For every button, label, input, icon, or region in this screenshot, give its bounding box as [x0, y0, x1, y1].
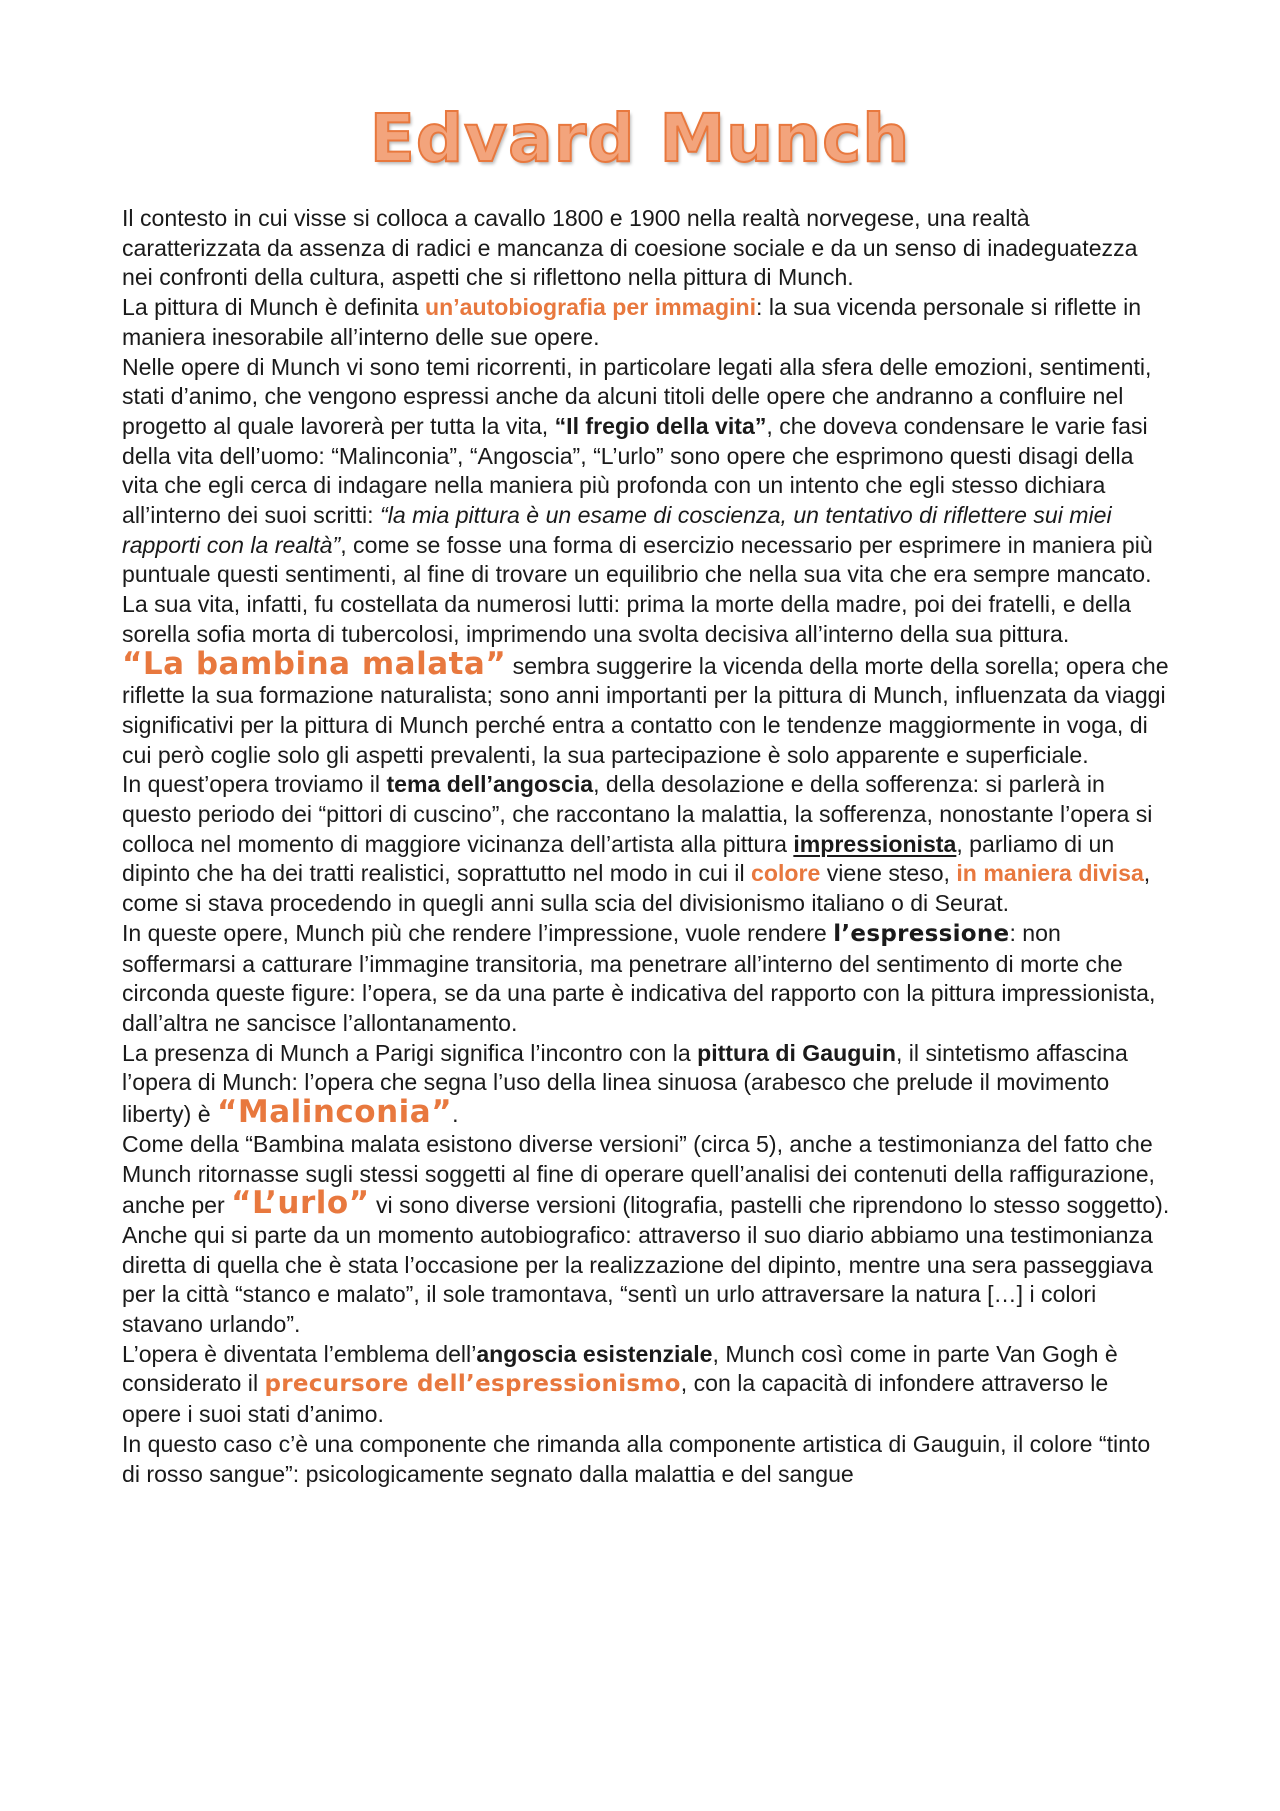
text-run: La pittura di Munch è definita — [122, 294, 425, 321]
page-title: Edvard Munch — [369, 100, 911, 177]
paragraph-gauguin — [122, 1039, 1172, 1130]
text-run: In queste opere, Munch più che rendere l’impressione, vuole rendere — [122, 919, 834, 946]
bold-tema-angoscia: tema dell’angoscia — [386, 771, 594, 798]
text-run: Nelle opere di Munch vi sono temi ricorrenti, in particolare legati alla sfera delle emozioni, sentimenti, stati d’animo, che vengono espressi anche da alcuni titoli delle opere che andranno a confluire nel progetto al quale lavorerà per tutta la vita, — [122, 353, 1152, 439]
text-run: vi sono diverse versioni (litografia, pastelli che riprendono lo stesso soggetto). — [369, 1192, 1170, 1219]
quote-munch: “la mia pittura è un esame di coscienza, un tentativo di riflettere sui miei rapporti con la realtà” — [122, 502, 1112, 558]
paragraph-grief: La sua vita, infatti, fu costellata da numerosi lutti: prima la morte della madre, poi dei fratelli, e della sorella sofia morta di tubercolosi, imprimendo una svolta decisiva all’interno della sua pittura. — [122, 591, 1131, 647]
highlight-maniera-divisa: in maniera divisa — [956, 860, 1144, 887]
paragraph-urlo-versions — [122, 1130, 1172, 1221]
artwork-title-urlo: “L’urlo” — [231, 1185, 370, 1222]
text-run: , come si stava procedendo in quegli anni sulla scia del divisionismo italiano o di Seurat. — [122, 860, 1151, 917]
artwork-title-bambina-malata: “La bambina malata” — [122, 645, 507, 682]
title-container — [0, 100, 1280, 177]
paragraph-autobiography — [122, 293, 1172, 352]
text-run: . — [452, 1101, 459, 1128]
text-run: , il sintetismo affascina l’opera di Munch: l’opera che segna l’uso della linea sinuosa (arabesco che prelude il movimento liberty) è — [122, 1039, 1128, 1128]
text-run: : la sua vicenda personale si riflette in maniera inesorabile all’interno delle sue opere. — [122, 294, 1142, 350]
document-body — [122, 204, 1172, 1489]
paragraph-bambina-malata — [122, 645, 1172, 771]
paragraph-themes — [122, 353, 1172, 591]
text-run: La presenza di Munch a Parigi significa l’incontro con la — [122, 1039, 698, 1066]
text-run: , parliamo di un dipinto che ha dei tratti realistici, soprattutto nel modo in cui il — [122, 830, 1115, 887]
text-run: , della desolazione e della sofferenza: si parlerà in questo periodo dei “pittori di cuscino”, che raccontano la malattia, la sofferenza, nonostante l’opera si colloca nel momento di maggiore vicinanza dell’artista alla pittura — [122, 771, 1153, 857]
bold-fregio-della-vita: “Il fregio della vita” — [554, 412, 767, 439]
text-run: L’opera è diventata l’emblema dell’ — [122, 1340, 477, 1367]
bold-pittura-gauguin: pittura di Gauguin — [697, 1039, 896, 1066]
text-run: sembra suggerire la vicenda della morte della sorella; opera che riflette la sua formazione naturalista; sono anni importanti per la pittura di Munch, influenzata da viaggi significativi per la pittura di Munch perché entra a contatto con le tendenze maggiormente in voga, di cui però coglie solo gli aspetti prevalenti, la sua partecipazione è solo apparente e superficiale. — [122, 652, 1169, 768]
highlight-precursore-espressionismo: precursore dell’espressionismo — [264, 1371, 681, 1398]
text-run: : non soffermarsi a catturare l’immagine transitoria, ma penetrare all’interno del sentimento di morte che circonda queste figure: l’opera, se da una parte è indicativa del rapporto con la pittura impressionista, dall’altra ne sancisce l’allontanamento. — [122, 919, 1156, 1036]
paragraph-espressione — [122, 919, 1172, 1039]
text-run: Come della “Bambina malata esistono diverse versioni” (circa 5), anche a testimonianza del fatto che Munch ritornasse sugli stessi soggetti al fine di operare quell’analisi dei contenuti della raffigurazione, anche per — [122, 1130, 1155, 1219]
bold-impressionista: impressionista — [793, 830, 957, 857]
text-run: viene steso, — [820, 860, 957, 887]
paragraph-context: Il contesto in cui visse si colloca a cavallo 1800 e 1900 nella realtà norvegese, una realtà caratterizzata da assenza di radici e mancanza di coesione sociale e da un senso di inadeguatezza nei confronti della cultura, aspetti che si riflettono nella pittura di Munch. — [122, 205, 1138, 291]
highlight-colore: colore — [751, 860, 821, 887]
text-run: In quest’opera troviamo il — [122, 771, 387, 798]
paragraph-diary: Anche qui si parte da un momento autobiografico: attraverso il suo diario abbiamo una testimonianza diretta di quella che è stata l’occasione per la realizzazione del dipinto, mentre una sera passeggiava per la città “stanco e malato”, il sole tramontava, “sentì un urlo attraversare la natura […] i colori stavano urlando”. — [122, 1221, 1153, 1338]
paragraph-emblem — [122, 1340, 1172, 1430]
text-run: , Munch così come in parte Van Gogh è considerato il — [122, 1340, 1118, 1397]
text-run: , con la capacità di infondere attraverso le opere i suoi stati d’animo. — [122, 1370, 1109, 1428]
paragraph-red-color: In questo caso c’è una componente che rimanda alla componente artistica di Gauguin, il colore “tinto di rosso sangue”: psicologicamente segnato dalla malattia e del sangue — [122, 1430, 1151, 1487]
paragraph-angoscia — [122, 770, 1172, 919]
text-run: , che doveva condensare le varie fasi della vita dell’uomo: “Malinconia”, “Angoscia”, “L’urlo” sono opere che esprimono questi disagi della vita che egli cerca di indagare nella maniera più profonda con un intento che egli stesso dichiara all’interno dei suoi scritti: — [122, 412, 1148, 529]
handwritten-espressione: l’espressione — [833, 920, 1010, 947]
bold-angoscia-esistenziale: angoscia esistenziale — [476, 1340, 713, 1367]
artwork-title-malinconia: “Malinconia” — [216, 1094, 453, 1131]
text-run: , come se fosse una forma di esercizio necessario per esprimere in maniera più puntuale questi sentimenti, al fine di trovare un equilibrio che nella sua vita che era sempre mancato. — [122, 531, 1153, 588]
highlight-autobiografia: un’autobiografia per immagini — [424, 294, 757, 321]
